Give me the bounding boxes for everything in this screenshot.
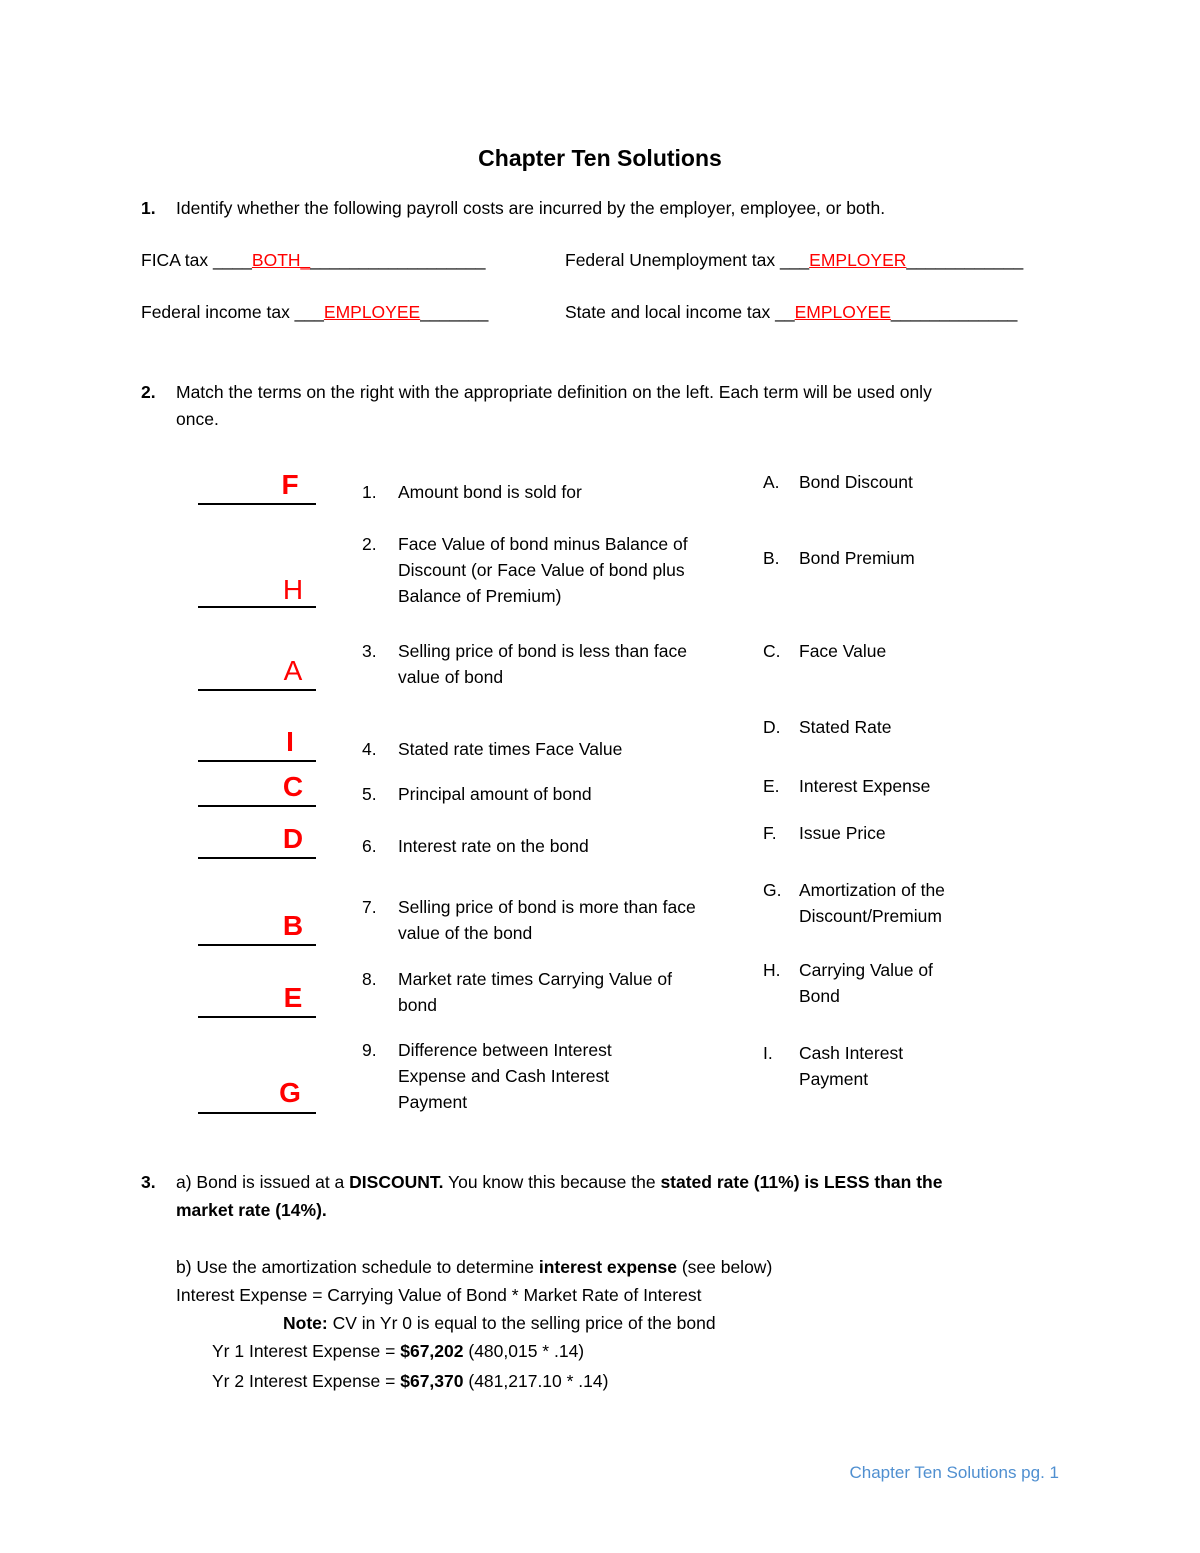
definition-number: 3. bbox=[362, 641, 377, 661]
definition-text: Interest rate on the bond bbox=[398, 836, 589, 856]
q1-item-tail: ____________ bbox=[906, 250, 1024, 270]
q2-prompt-line1: Match the terms on the right with the appropriate definition on the left. Each term will be used only bbox=[176, 382, 932, 402]
definition-text: Market rate times Carrying Value of bond bbox=[398, 969, 672, 1015]
q1-item-federal-income bbox=[141, 302, 488, 323]
q3-note-text: CV in Yr 0 is equal to the selling price of the bond bbox=[327, 1313, 716, 1333]
term-letter: E. bbox=[763, 776, 780, 796]
q1-item-fica bbox=[141, 250, 485, 271]
term-text: Bond Discount bbox=[799, 472, 913, 492]
term-letter: G. bbox=[763, 880, 782, 900]
q1-item-answer: EMPLOYEE bbox=[323, 302, 421, 322]
q2-prompt-line2: once. bbox=[176, 409, 219, 429]
term-text: Amortization of the Discount/Premium bbox=[799, 880, 945, 926]
q3-b-suffix: (see below) bbox=[676, 1257, 773, 1277]
q1-item-label: Federal Unemployment tax ___ bbox=[565, 250, 810, 270]
term-text: Interest Expense bbox=[799, 776, 931, 796]
definition-number: 5. bbox=[362, 784, 377, 804]
q1-prompt: Identify whether the following payroll costs are incurred by the employer, employee, or both. bbox=[176, 198, 886, 218]
definition-number: 9. bbox=[362, 1040, 377, 1060]
answer-blank bbox=[198, 760, 316, 762]
answer-blank bbox=[198, 689, 316, 691]
q1-item-tail: _____________ bbox=[890, 302, 1018, 322]
answer-letter: G bbox=[279, 1077, 301, 1108]
q3-yr2-prefix: Yr 2 Interest Expense = bbox=[212, 1371, 401, 1391]
q3-note-label: Note: bbox=[283, 1313, 328, 1333]
answer-letter: B bbox=[282, 910, 304, 941]
q1-item-state-local bbox=[565, 302, 1017, 323]
q3-a-discount: DISCOUNT. bbox=[349, 1172, 444, 1192]
answer-letter: E bbox=[283, 982, 303, 1013]
definition-number: 7. bbox=[362, 897, 377, 917]
definition-number: 1. bbox=[362, 482, 377, 502]
answer-letter: F bbox=[281, 469, 299, 500]
answer-blank bbox=[198, 1016, 316, 1018]
q3-formula: Interest Expense = Carrying Value of Bond * Market Rate of Interest bbox=[176, 1285, 702, 1305]
definition-number: 8. bbox=[362, 969, 377, 989]
term-text: Face Value bbox=[799, 641, 887, 661]
term-text: Cash Interest Payment bbox=[799, 1043, 904, 1089]
q1-item-tail: __________________ bbox=[310, 250, 486, 270]
q1-item-label: Federal income tax ___ bbox=[141, 302, 324, 322]
answer-blank bbox=[198, 1112, 316, 1114]
answer-blank bbox=[198, 606, 316, 608]
answer-letter: H bbox=[282, 574, 304, 605]
q3-number: 3. bbox=[141, 1172, 156, 1192]
term-letter: I. bbox=[763, 1043, 773, 1063]
q3-a-market-rate: market rate (14%). bbox=[176, 1200, 327, 1220]
answer-letter: A bbox=[283, 655, 303, 686]
definition-number: 2. bbox=[362, 534, 377, 554]
q3-yr1 bbox=[212, 1341, 584, 1362]
q3-part-b bbox=[176, 1257, 772, 1278]
definition-text: Face Value of bond minus Balance of Discount (or Face Value of bond plus Balance of Premium) bbox=[398, 534, 688, 606]
q1-number: 1. bbox=[141, 198, 156, 218]
term-letter: D. bbox=[763, 717, 781, 737]
term-text: Stated Rate bbox=[799, 717, 892, 737]
term-text: Bond Premium bbox=[799, 548, 915, 568]
q3-yr1-value: $67,202 bbox=[400, 1341, 464, 1361]
answer-letter: I bbox=[286, 726, 294, 757]
q3-a-prefix: a) Bond is issued at a bbox=[176, 1172, 350, 1192]
answer-blank bbox=[198, 857, 316, 859]
q3-part-a-line2 bbox=[176, 1200, 327, 1221]
q3-note bbox=[283, 1313, 716, 1334]
q3-yr2 bbox=[212, 1371, 608, 1392]
definition-number: 6. bbox=[362, 836, 377, 856]
answer-blank bbox=[198, 944, 316, 946]
term-letter: F. bbox=[763, 823, 777, 843]
q3-yr1-prefix: Yr 1 Interest Expense = bbox=[212, 1341, 401, 1361]
q3-yr2-value: $67,370 bbox=[400, 1371, 464, 1391]
q3-b-prefix: b) Use the amortization schedule to determine bbox=[176, 1257, 539, 1277]
q1-item-label: FICA tax ____ bbox=[141, 250, 252, 270]
answer-blank bbox=[198, 503, 316, 505]
definition-number: 4. bbox=[362, 739, 377, 759]
q1-item-label: State and local income tax __ bbox=[565, 302, 795, 322]
q3-a-stated-rate: stated rate (11%) is LESS than the bbox=[660, 1172, 943, 1192]
term-text: Issue Price bbox=[799, 823, 886, 843]
definition-text: Selling price of bond is more than face value of the bond bbox=[398, 897, 696, 943]
q1-item-answer: BOTH_ bbox=[251, 250, 311, 270]
term-letter: H. bbox=[763, 960, 781, 980]
term-letter: B. bbox=[763, 548, 780, 568]
answer-blank bbox=[198, 805, 316, 807]
definition-text: Difference between Interest Expense and Cash Interest Payment bbox=[398, 1040, 612, 1112]
q1-item-answer: EMPLOYER bbox=[809, 250, 907, 270]
term-letter: C. bbox=[763, 641, 781, 661]
page-footer: Chapter Ten Solutions pg. 1 bbox=[849, 1463, 1059, 1482]
page-title: Chapter Ten Solutions bbox=[478, 145, 722, 171]
q3-part-a-line1 bbox=[176, 1172, 942, 1193]
q3-yr1-calc: (480,015 * .14) bbox=[463, 1341, 585, 1361]
q1-item-futa bbox=[565, 250, 1023, 271]
answer-letter: C bbox=[282, 771, 304, 802]
q1-item-tail: _______ bbox=[420, 302, 489, 322]
answer-letter: D bbox=[282, 823, 304, 854]
term-text: Carrying Value of Bond bbox=[799, 960, 933, 1006]
definition-text: Principal amount of bond bbox=[398, 784, 592, 804]
q3-yr2-calc: (481,217.10 * .14) bbox=[463, 1371, 609, 1391]
q3-b-bold: interest expense bbox=[538, 1257, 677, 1277]
definition-text: Selling price of bond is less than face value of bond bbox=[398, 641, 687, 687]
term-letter: A. bbox=[763, 472, 780, 492]
q1-item-answer: EMPLOYEE bbox=[794, 302, 891, 322]
definition-text: Amount bond is sold for bbox=[398, 482, 582, 502]
definition-text: Stated rate times Face Value bbox=[398, 739, 623, 759]
q3-a-mid: You know this because the bbox=[443, 1172, 661, 1192]
q2-number: 2. bbox=[141, 382, 156, 402]
